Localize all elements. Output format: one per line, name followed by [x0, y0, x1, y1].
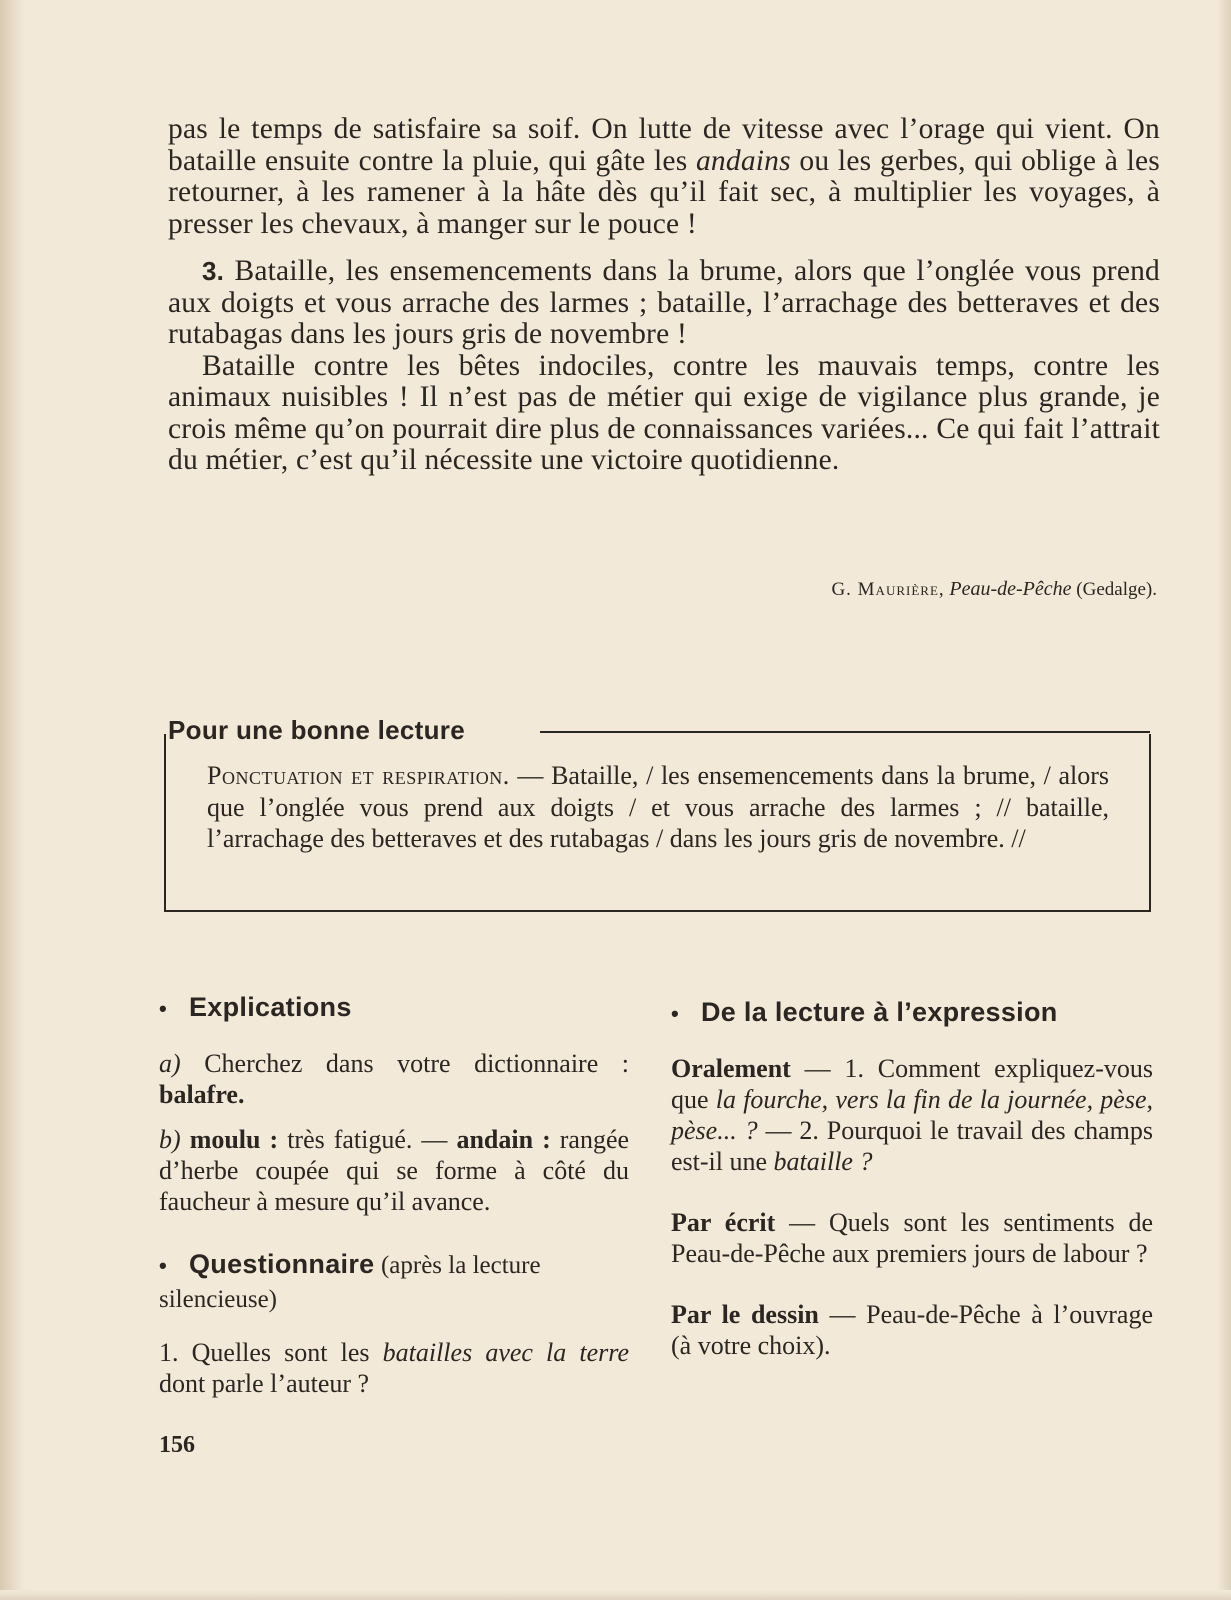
item-text: Cherchez dans votre dictionnaire : [204, 1049, 630, 1078]
citation-title: Peau-de-Pêche [949, 578, 1072, 600]
passage-paragraph-4: Bataille contre les bêtes indociles, contre les mauvais temps, contre les animaux nuisibles ! Il n’est pas de métier qui exige de vigilance plus grande, je crois même qu’on pourrait dire plus de connaissances variées... Ce qui fait l’attrait du métier, c’est qu’il nécessite une victoire quotidienne. [168, 349, 1160, 476]
heading-text: De la lecture à l’expression [701, 997, 1058, 1027]
vocab-word: moulu : [189, 1125, 279, 1154]
paragraph-text: Bataille, les ensemencements dans la brume, alors que l’onglée vous prend aux doigts et vous arrache des larmes ; bataille, l’arrachage des betteraves et des rutabagas dans les jours gris de novembre ! [168, 255, 1161, 350]
passage-paragraph-3 [168, 256, 1160, 351]
explication-a [159, 1048, 629, 1110]
page-bottom-edge [0, 1590, 1231, 1600]
exercise-text: — Quels sont les sentiments de Peau-de-Pêche aux premiers jours de labour ? [671, 1208, 1153, 1268]
italic-word: andains [695, 144, 791, 177]
reading-box-label: Ponctuation et respiration. [207, 761, 510, 790]
vocab-word: balafre. [159, 1080, 245, 1109]
question-text: dont parle l’auteur ? [159, 1369, 370, 1398]
citation-author: G. Maurière, [831, 579, 945, 600]
heading-suffix: (après la lecture silencieuse) [159, 1252, 541, 1313]
exercise-text: — Peau-de-Pêche à l’ouvrage (à votre choix). [671, 1300, 1154, 1360]
definition: rangée d’herbe coupée qui se forme à côté du faucheur à mesure qu’il avance. [159, 1125, 630, 1216]
paragraph-number: 3. [202, 256, 225, 286]
oral-exercise [671, 1053, 1153, 1177]
text-line: qu’il fait sec, à multiplier les voyages, à presser les chevaux, à manger [168, 176, 1161, 240]
explication-b [159, 1124, 629, 1217]
citation-publisher: (Gedalge). [1076, 579, 1157, 600]
question-italic: batailles avec la terre [382, 1338, 629, 1367]
text-line: ou les gerbes, qui oblige à les retourner, à les ramener à la hâte dès [168, 144, 1160, 208]
question-1 [159, 1337, 629, 1399]
question-text: 1. Quelles sont les [159, 1338, 383, 1367]
exercise-italic: bataille ? [773, 1147, 873, 1176]
left-column [159, 990, 629, 1399]
exercise-label: Par écrit [671, 1208, 776, 1237]
reading-box-title: Pour une bonne lecture [168, 715, 475, 746]
heading-text: Questionnaire [189, 1249, 375, 1279]
expression-heading [671, 995, 1153, 1031]
item-label: b) [159, 1125, 181, 1154]
page-number: 156 [159, 1432, 195, 1458]
exercise-italic: la fourche, vers la fin de la journée, pèse, pèse... ? [671, 1085, 1153, 1145]
item-label: a) [159, 1049, 181, 1078]
right-column [671, 995, 1153, 1361]
source-citation [831, 578, 1157, 601]
page-gutter-shadow [0, 0, 26, 1600]
bullet-icon: • [671, 1001, 680, 1026]
text-line: sur le pouce ! [534, 207, 697, 240]
reading-box-text: — Bataille, / les ensemencements dans la brume, / alors que l’onglée vous prend aux doigts / et vous arrache des larmes ; // bataille, l’arrachage des betteraves et des rutabagas / dans les jours gris de novembre. // [207, 761, 1110, 853]
passage-paragraph-1 [168, 114, 1160, 240]
questionnaire-heading [159, 1247, 629, 1315]
text-line: qui vient. On bataille ensuite contre la pluie, qui gâte les [168, 113, 1161, 177]
exercise-label: Oralement [671, 1054, 791, 1083]
drawing-exercise [671, 1299, 1153, 1361]
bullet-icon: • [159, 996, 168, 1021]
definition: très fatigué. — [287, 1125, 448, 1154]
written-exercise [671, 1207, 1153, 1269]
text-line: pas le temps de satisfaire sa soif. On lutte de vitesse avec l’orage [168, 113, 986, 145]
bullet-icon: • [159, 1253, 168, 1278]
reading-passage [168, 114, 1160, 477]
exercise-text: — 1. Comment expliquez-vous que [671, 1054, 1153, 1114]
exercise-label: Par le dessin [671, 1300, 819, 1329]
explications-heading [159, 990, 629, 1026]
exercise-text: — 2. Pourquoi le travail des champs est-il une [671, 1116, 1153, 1176]
heading-text: Explications [189, 992, 352, 1022]
vocab-word: andain : [456, 1125, 551, 1154]
reading-box-content [207, 760, 1109, 855]
title-rule [540, 731, 1150, 733]
page-edge [1217, 0, 1231, 1600]
